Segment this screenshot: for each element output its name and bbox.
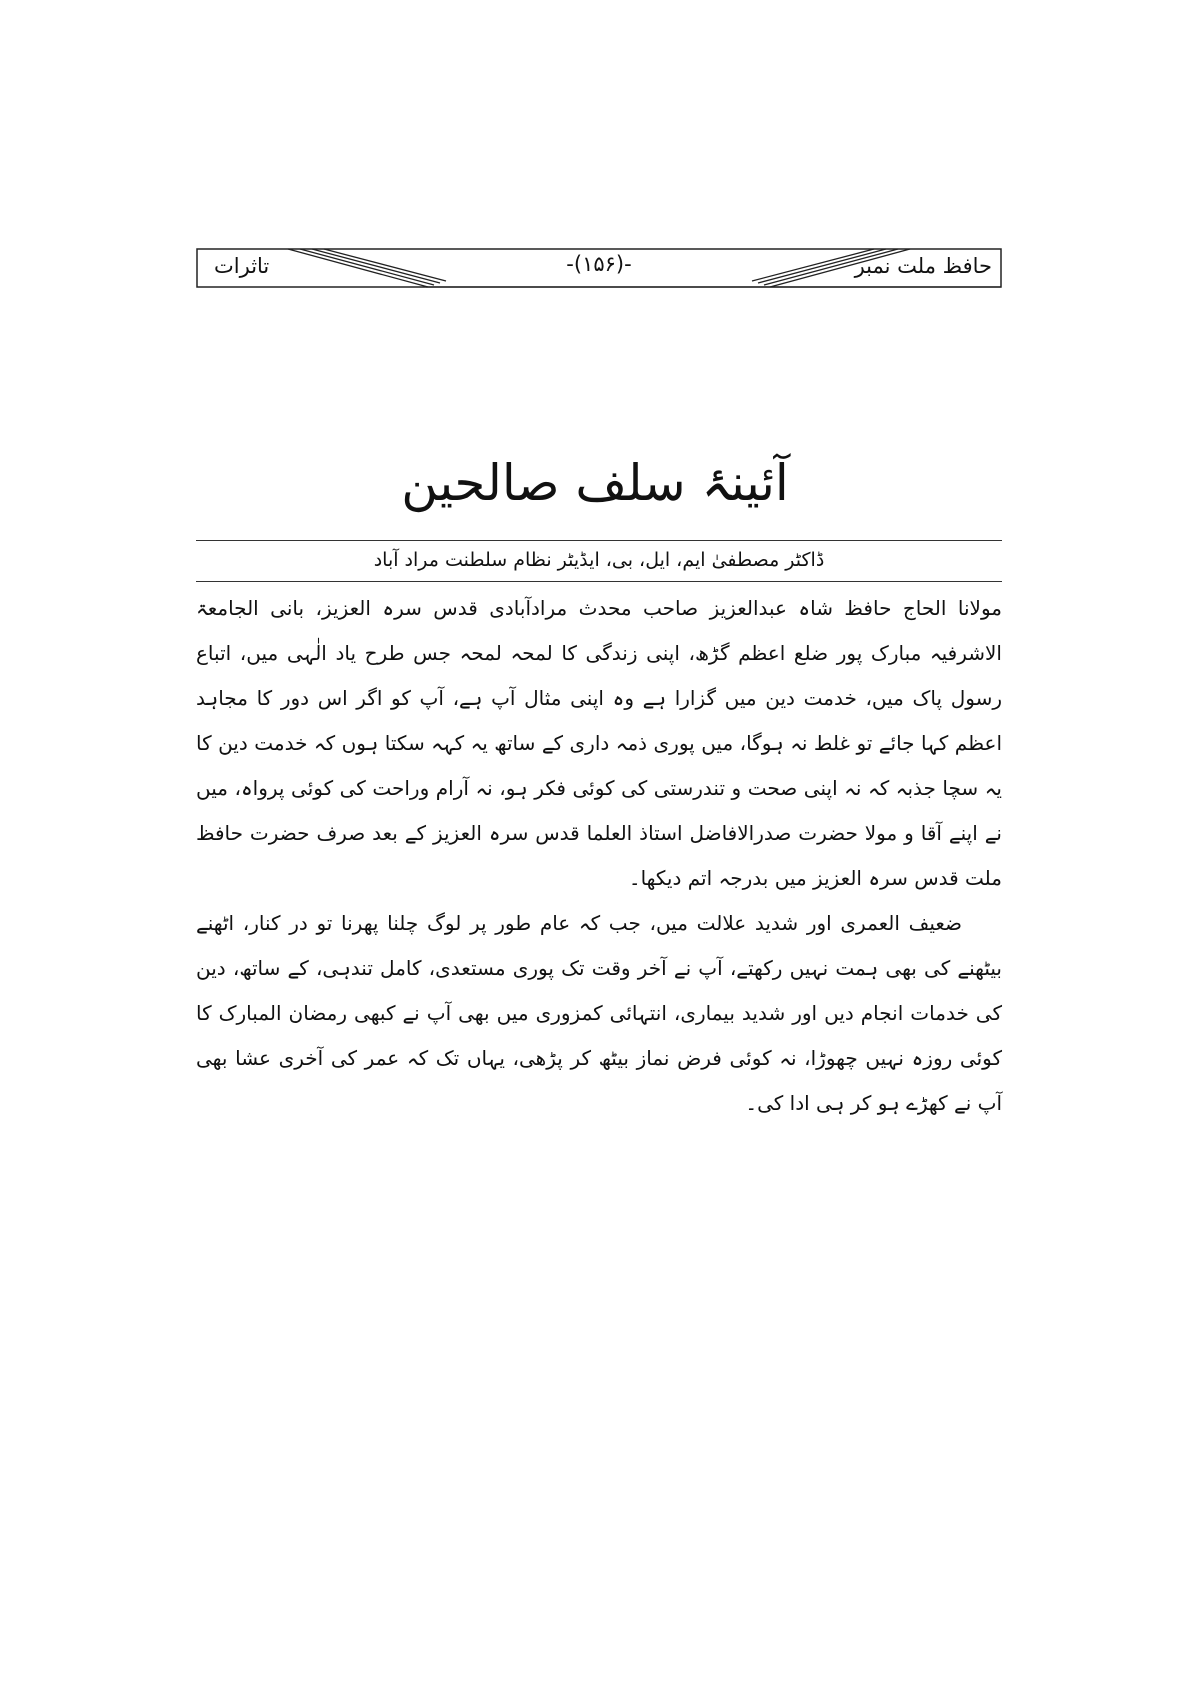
article-body (196, 586, 1002, 1126)
page-number: -(۱۵۶)- (566, 252, 632, 276)
paragraph-1: مولانا الحاج حافظ شاہ عبدالعزیز صاحب محدث مرادآبادی قدس سرہ العزیز، بانی الجامعۃ الاشرفیہ مبارک پور ضلع اعظم گڑھ، اپنی زندگی کا لمحہ لمحہ جس طرح یاد الٰہی میں، اتباع رسول پاک میں، خدمت دین میں گزارا ہے وہ اپنی مثال آپ ہے، آپ کو اگر اس دور کا مجاہد اعظم کہا جائے تو غلط نہ ہوگا، میں پوری ذمہ داری کے ساتھ یہ کہہ سکتا ہوں کہ خدمت دین کا یہ سچا جذبہ کہ نہ اپنی صحت و تندرستی کی کوئی فکر ہو، نہ آرام وراحت کی کوئی پرواہ، میں نے اپنے آقا و مولا حضرت صدرالافاضل استاذ العلما قدس سرہ العزیز کے بعد صرف حضرت حافظ ملت قدس سرہ العزیز میں بدرجہ اتم دیکھا۔ (196, 596, 1002, 890)
header-issue-label: حافظ ملت نمبر (854, 254, 992, 278)
author-bottom-rule (196, 581, 1002, 582)
article-author: ڈاکٹر مصطفیٰ ایم، ایل، بی، ایڈیٹر نظام سلطنت مراد آباد (373, 549, 825, 571)
header-section-label: تاثرات (214, 254, 270, 278)
page-header (196, 248, 1002, 288)
paragraph-2: ضعیف العمری اور شدید علالت میں، جب کہ عام طور پر لوگ چلنا پھرنا تو در کنار، اٹھنے بیٹھنے کی بھی ہمت نہیں رکھتے، آپ نے آخر وقت تک پوری مستعدی، کامل تندہی، کے ساتھ، دین کی خدمات انجام دیں اور شدید بیماری، انتہائی کمزوری میں بھی آپ نے کبھی رمضان المبارک کا کوئی روزہ نہیں چھوڑا، نہ کوئی فرض نماز بیٹھ کر پڑھی، یہاں تک کہ عمر کی آخری عشا بھی آپ نے کھڑے ہو کر ہی ادا کی۔ (196, 911, 1002, 1115)
author-top-rule (196, 540, 1002, 541)
article-title: آئینۂ سلف صالحین (401, 454, 789, 512)
